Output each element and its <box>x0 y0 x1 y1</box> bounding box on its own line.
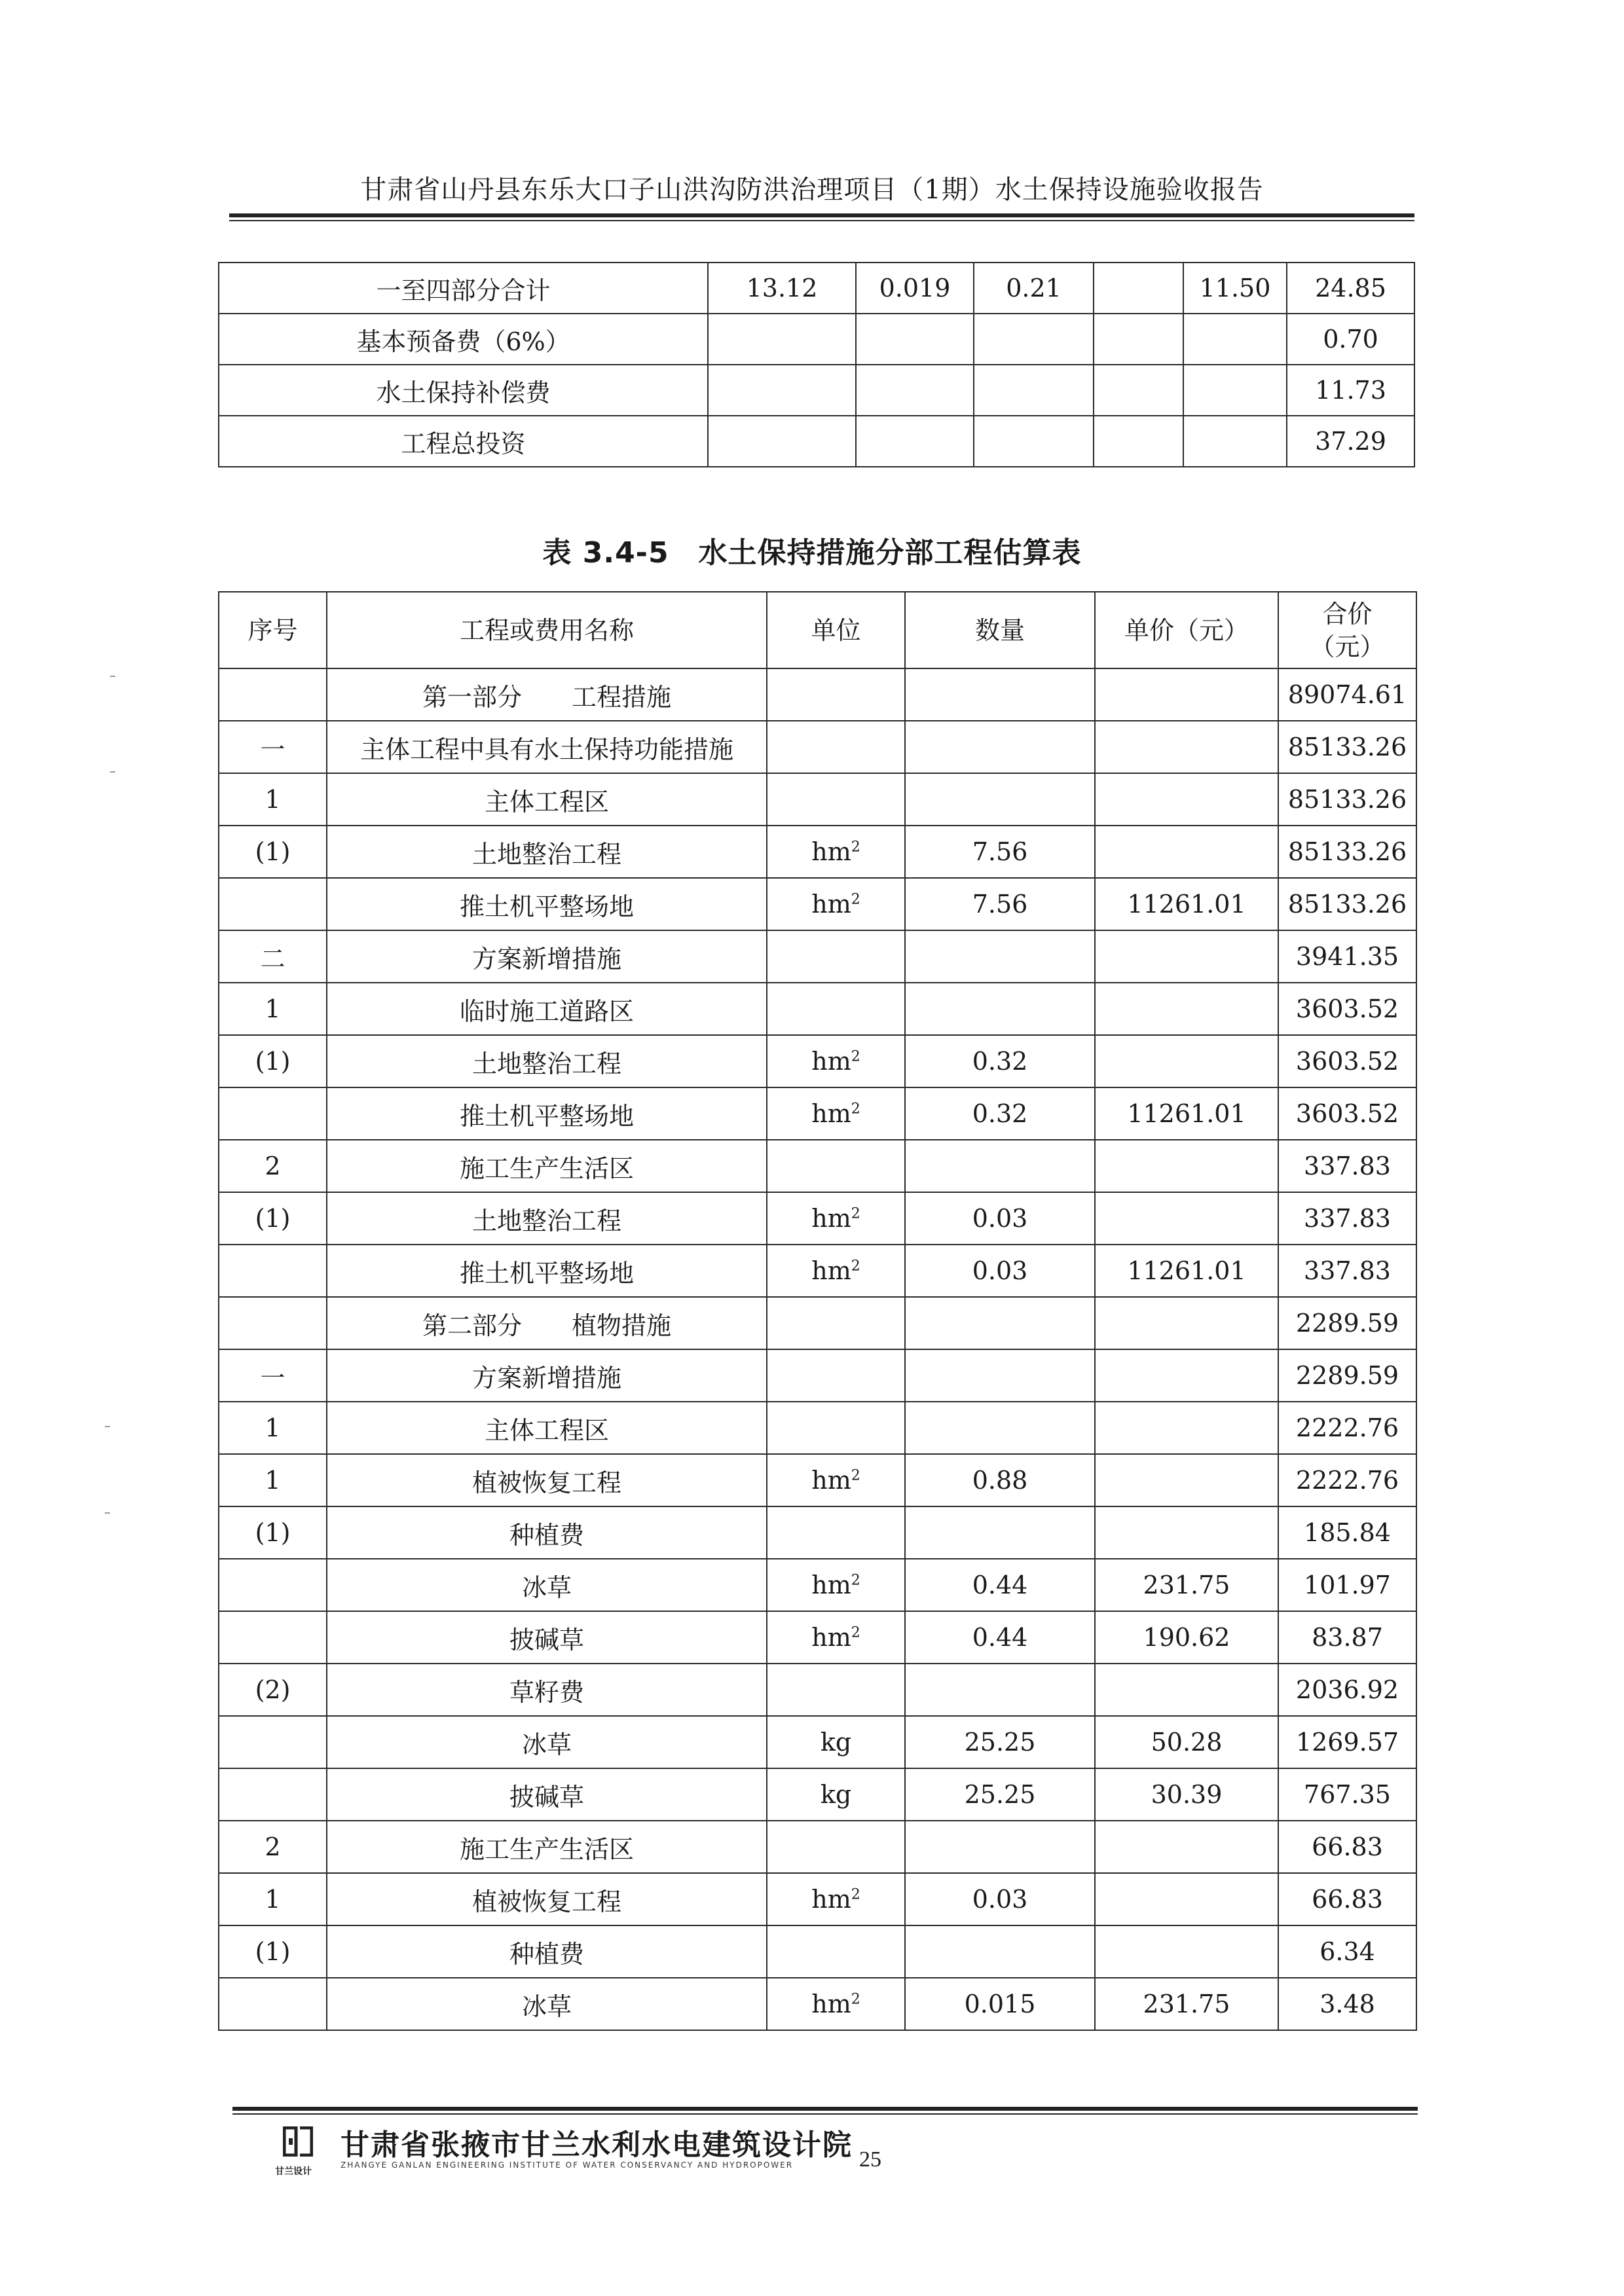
footer-rule-thin <box>232 2113 1418 2115</box>
cell-name: 土地整治工程 <box>327 1192 767 1245</box>
scan-mark <box>110 676 115 677</box>
unit-text: hm <box>811 1623 851 1652</box>
summary-cell-c3 <box>974 365 1094 416</box>
cell-seq <box>219 878 327 930</box>
summary-row <box>219 263 1414 314</box>
cell-seq: (1) <box>219 1192 327 1245</box>
unit-text: hm <box>811 837 851 866</box>
cell-seq: (1) <box>219 1925 327 1978</box>
cell-total: 85133.26 <box>1278 826 1416 878</box>
table-row <box>219 1611 1416 1664</box>
summary-cell-c2 <box>856 365 974 416</box>
summary-row <box>219 416 1414 467</box>
cell-seq: 一 <box>219 1349 327 1402</box>
unit-superscript: 2 <box>851 1467 860 1484</box>
cell-seq <box>219 1245 327 1297</box>
cell-total: 2036.92 <box>1278 1664 1416 1716</box>
unit-text: hm <box>811 1047 851 1076</box>
cell-total: 89074.61 <box>1278 668 1416 721</box>
cell-seq: 1 <box>219 1454 327 1506</box>
summary-cell-c4 <box>1094 365 1183 416</box>
cell-unit <box>767 1664 905 1716</box>
cell-qty: 7.56 <box>905 878 1095 930</box>
cell-qty: 0.03 <box>905 1245 1095 1297</box>
cell-price <box>1095 1297 1278 1349</box>
cell-price: 11261.01 <box>1095 1087 1278 1140</box>
cell-total: 3603.52 <box>1278 1087 1416 1140</box>
estimate-table <box>218 591 1417 2031</box>
cell-price: 11261.01 <box>1095 878 1278 930</box>
cell-price: 231.75 <box>1095 1559 1278 1611</box>
table-row <box>219 1821 1416 1873</box>
header-price: 单价（元） <box>1095 592 1278 668</box>
cell-price <box>1095 1192 1278 1245</box>
summary-cell-c5: 11.50 <box>1183 263 1287 314</box>
unit-text: hm <box>811 1256 851 1285</box>
cell-name: 推土机平整场地 <box>327 1245 767 1297</box>
cell-price <box>1095 1821 1278 1873</box>
cell-price <box>1095 1925 1278 1978</box>
header-total-line1: 合价 <box>1322 599 1373 629</box>
unit-text: hm <box>811 890 851 919</box>
unit-text: hm <box>811 1204 851 1233</box>
table-row <box>219 983 1416 1035</box>
table-row <box>219 1402 1416 1454</box>
table-row <box>219 1506 1416 1559</box>
cell-name: 第一部分 工程措施 <box>327 668 767 721</box>
cell-seq: 2 <box>219 1140 327 1192</box>
cell-qty <box>905 1821 1095 1873</box>
cell-unit <box>767 1087 905 1140</box>
cell-total: 2289.59 <box>1278 1349 1416 1402</box>
cell-seq: 1 <box>219 1402 327 1454</box>
summary-cell-c2 <box>856 416 974 467</box>
header-qty: 数量 <box>905 592 1095 668</box>
cell-name: 临时施工道路区 <box>327 983 767 1035</box>
cell-total: 83.87 <box>1278 1611 1416 1664</box>
cell-price <box>1095 1454 1278 1506</box>
cell-total: 337.83 <box>1278 1245 1416 1297</box>
cell-price <box>1095 1140 1278 1192</box>
summary-cell-c4 <box>1094 314 1183 365</box>
cell-unit <box>767 1454 905 1506</box>
cell-name: 方案新增措施 <box>327 930 767 983</box>
header-total-line2: （元） <box>1310 632 1385 661</box>
cell-unit <box>767 1611 905 1664</box>
cell-total: 3603.52 <box>1278 1035 1416 1087</box>
header-name: 工程或费用名称 <box>327 592 767 668</box>
summary-cell-c6: 0.70 <box>1287 314 1414 365</box>
table-row <box>219 1925 1416 1978</box>
cell-qty <box>905 668 1095 721</box>
cell-seq <box>219 1768 327 1821</box>
cell-unit <box>767 1402 905 1454</box>
scan-mark <box>105 1512 110 1514</box>
cell-qty: 25.25 <box>905 1768 1095 1821</box>
cell-price <box>1095 1349 1278 1402</box>
unit-superscript: 2 <box>851 1205 860 1222</box>
cell-total: 2222.76 <box>1278 1402 1416 1454</box>
table-row <box>219 1192 1416 1245</box>
cell-seq: 2 <box>219 1821 327 1873</box>
cell-qty <box>905 1140 1095 1192</box>
header-total <box>1278 592 1416 668</box>
cell-qty: 0.015 <box>905 1978 1095 2030</box>
cell-name: 方案新增措施 <box>327 1349 767 1402</box>
unit-superscript: 2 <box>851 891 860 908</box>
cell-unit <box>767 1506 905 1559</box>
header-seq: 序号 <box>219 592 327 668</box>
cell-seq: 1 <box>219 773 327 826</box>
cell-price <box>1095 773 1278 826</box>
cell-unit <box>767 1873 905 1925</box>
table-row <box>219 1140 1416 1192</box>
cell-total: 1269.57 <box>1278 1716 1416 1768</box>
summary-cell-c1 <box>708 416 856 467</box>
table-row <box>219 1873 1416 1925</box>
cell-qty: 7.56 <box>905 826 1095 878</box>
cell-qty <box>905 930 1095 983</box>
cell-total: 2222.76 <box>1278 1454 1416 1506</box>
cell-unit <box>767 1349 905 1402</box>
cell-name: 主体工程中具有水土保持功能措施 <box>327 721 767 773</box>
table-row <box>219 1087 1416 1140</box>
cell-name: 施工生产生活区 <box>327 1140 767 1192</box>
cell-total: 66.83 <box>1278 1821 1416 1873</box>
cell-price <box>1095 1506 1278 1559</box>
summary-cell-c1 <box>708 365 856 416</box>
cell-seq: 1 <box>219 983 327 1035</box>
unit-superscript: 2 <box>851 839 860 856</box>
summary-cell-c6: 24.85 <box>1287 263 1414 314</box>
institute-logo-icon <box>283 2126 313 2157</box>
summary-cell-c4 <box>1094 263 1183 314</box>
cell-unit <box>767 1140 905 1192</box>
cell-qty: 0.44 <box>905 1559 1095 1611</box>
cell-name: 施工生产生活区 <box>327 1821 767 1873</box>
cell-name: 推土机平整场地 <box>327 878 767 930</box>
unit-text: kg <box>820 1780 852 1809</box>
header-unit: 单位 <box>767 592 905 668</box>
cell-seq <box>219 1559 327 1611</box>
cell-unit <box>767 878 905 930</box>
summary-table <box>218 262 1415 467</box>
cell-name: 冰草 <box>327 1978 767 2030</box>
summary-cell-name: 一至四部分合计 <box>219 263 708 314</box>
unit-superscript: 2 <box>851 1624 860 1641</box>
cell-name: 披碱草 <box>327 1768 767 1821</box>
cell-unit <box>767 721 905 773</box>
cell-unit <box>767 1297 905 1349</box>
cell-name: 冰草 <box>327 1716 767 1768</box>
cell-price <box>1095 668 1278 721</box>
cell-seq: 二 <box>219 930 327 983</box>
cell-seq <box>219 1978 327 2030</box>
cell-seq: 一 <box>219 721 327 773</box>
cell-qty: 0.44 <box>905 1611 1095 1664</box>
cell-unit <box>767 1768 905 1821</box>
table-row <box>219 1559 1416 1611</box>
table-row <box>219 721 1416 773</box>
cell-price <box>1095 1873 1278 1925</box>
cell-unit <box>767 930 905 983</box>
summary-cell-c1 <box>708 314 856 365</box>
cell-price: 231.75 <box>1095 1978 1278 2030</box>
unit-text: kg <box>820 1728 852 1757</box>
cell-qty: 0.88 <box>905 1454 1095 1506</box>
cell-total: 6.34 <box>1278 1925 1416 1978</box>
cell-name: 披碱草 <box>327 1611 767 1664</box>
page-header-title: 甘肃省山丹县东乐大口子山洪沟防洪治理项目（1期）水土保持设施验收报告 <box>360 175 1264 205</box>
table-row <box>219 930 1416 983</box>
cell-name: 植被恢复工程 <box>327 1873 767 1925</box>
cell-name: 冰草 <box>327 1559 767 1611</box>
cell-total: 66.83 <box>1278 1873 1416 1925</box>
cell-qty <box>905 773 1095 826</box>
cell-price <box>1095 1664 1278 1716</box>
cell-unit <box>767 826 905 878</box>
cell-qty <box>905 1925 1095 1978</box>
table-row <box>219 826 1416 878</box>
cell-qty: 0.32 <box>905 1035 1095 1087</box>
summary-cell-name: 工程总投资 <box>219 416 708 467</box>
table-row <box>219 1245 1416 1297</box>
cell-seq <box>219 1611 327 1664</box>
cell-seq: (2) <box>219 1664 327 1716</box>
cell-total: 85133.26 <box>1278 878 1416 930</box>
organization-name-en: ZHANGYE GANLAN ENGINEERING INSTITUTE OF WATER CONSERVANCY AND HYDROPOWER <box>341 2160 794 2170</box>
cell-name: 草籽费 <box>327 1664 767 1716</box>
summary-cell-c5 <box>1183 365 1287 416</box>
scan-mark <box>105 1426 110 1427</box>
summary-cell-name: 基本预备费（6%） <box>219 314 708 365</box>
cell-price: 50.28 <box>1095 1716 1278 1768</box>
table-row <box>219 1454 1416 1506</box>
summary-cell-c3: 0.21 <box>974 263 1094 314</box>
cell-qty: 0.03 <box>905 1873 1095 1925</box>
cell-price: 30.39 <box>1095 1768 1278 1821</box>
cell-unit <box>767 1245 905 1297</box>
cell-name: 主体工程区 <box>327 1402 767 1454</box>
header-rule-thick <box>229 213 1414 217</box>
unit-superscript: 2 <box>851 1572 860 1589</box>
summary-cell-c3 <box>974 314 1094 365</box>
cell-price <box>1095 1402 1278 1454</box>
cell-unit <box>767 1925 905 1978</box>
cell-total: 101.97 <box>1278 1559 1416 1611</box>
footer-rule-thick <box>232 2107 1418 2111</box>
cell-seq <box>219 668 327 721</box>
cell-unit <box>767 1978 905 2030</box>
cell-total: 3603.52 <box>1278 983 1416 1035</box>
cell-unit <box>767 1035 905 1087</box>
summary-cell-c6: 37.29 <box>1287 416 1414 467</box>
summary-cell-c6: 11.73 <box>1287 365 1414 416</box>
header-rule-thin <box>229 220 1414 221</box>
cell-name: 种植费 <box>327 1506 767 1559</box>
summary-cell-c5 <box>1183 314 1287 365</box>
unit-text: hm <box>811 1885 851 1914</box>
cell-total: 2289.59 <box>1278 1297 1416 1349</box>
cell-qty: 0.32 <box>905 1087 1095 1140</box>
cell-seq: (1) <box>219 826 327 878</box>
cell-name: 主体工程区 <box>327 773 767 826</box>
cell-unit <box>767 668 905 721</box>
cell-total: 3.48 <box>1278 1978 1416 2030</box>
unit-superscript: 2 <box>851 1048 860 1065</box>
unit-text: hm <box>811 1466 851 1495</box>
cell-qty: 0.03 <box>905 1192 1095 1245</box>
cell-total: 337.83 <box>1278 1140 1416 1192</box>
cell-qty: 25.25 <box>905 1716 1095 1768</box>
table-row <box>219 1716 1416 1768</box>
table-row <box>219 1664 1416 1716</box>
unit-superscript: 2 <box>851 1886 860 1903</box>
table-row <box>219 668 1416 721</box>
cell-qty <box>905 983 1095 1035</box>
summary-cell-c3 <box>974 416 1094 467</box>
cell-price: 190.62 <box>1095 1611 1278 1664</box>
cell-seq <box>219 1087 327 1140</box>
table-row <box>219 1297 1416 1349</box>
cell-total: 85133.26 <box>1278 721 1416 773</box>
table-row <box>219 1349 1416 1402</box>
unit-text: hm <box>811 1099 851 1128</box>
organization-name: 甘肃省张掖市甘兰水利水电建筑设计院 <box>341 2128 853 2162</box>
cell-qty <box>905 1664 1095 1716</box>
cell-total: 85133.26 <box>1278 773 1416 826</box>
cell-total: 185.84 <box>1278 1506 1416 1559</box>
cell-qty <box>905 1297 1095 1349</box>
summary-row <box>219 365 1414 416</box>
cell-unit <box>767 1716 905 1768</box>
summary-cell-c2: 0.019 <box>856 263 974 314</box>
cell-name: 土地整治工程 <box>327 826 767 878</box>
unit-text: hm <box>811 1571 851 1599</box>
cell-price <box>1095 721 1278 773</box>
cell-name: 第二部分 植物措施 <box>327 1297 767 1349</box>
cell-unit <box>767 983 905 1035</box>
cell-seq: 1 <box>219 1873 327 1925</box>
cell-name: 植被恢复工程 <box>327 1454 767 1506</box>
cell-total: 767.35 <box>1278 1768 1416 1821</box>
cell-seq <box>219 1297 327 1349</box>
unit-superscript: 2 <box>851 1101 860 1118</box>
table-header-row <box>219 592 1416 668</box>
cell-qty <box>905 1506 1095 1559</box>
summary-cell-c1: 13.12 <box>708 263 856 314</box>
summary-cell-c2 <box>856 314 974 365</box>
logo-label: 甘兰设计 <box>275 2166 312 2177</box>
cell-name: 种植费 <box>327 1925 767 1978</box>
cell-qty <box>905 1402 1095 1454</box>
cell-name: 推土机平整场地 <box>327 1087 767 1140</box>
summary-cell-c4 <box>1094 416 1183 467</box>
cell-qty <box>905 1349 1095 1402</box>
summary-row <box>219 314 1414 365</box>
summary-cell-name: 水土保持补偿费 <box>219 365 708 416</box>
table-row <box>219 773 1416 826</box>
cell-seq <box>219 1716 327 1768</box>
page-number: 25 <box>859 2147 881 2172</box>
table-row <box>219 1978 1416 2030</box>
summary-cell-c5 <box>1183 416 1287 467</box>
cell-unit <box>767 773 905 826</box>
unit-superscript: 2 <box>851 1258 860 1275</box>
cell-unit <box>767 1192 905 1245</box>
cell-total: 3941.35 <box>1278 930 1416 983</box>
table-row <box>219 878 1416 930</box>
cell-price: 11261.01 <box>1095 1245 1278 1297</box>
cell-unit <box>767 1821 905 1873</box>
unit-text: hm <box>811 1990 851 2018</box>
table-caption: 表 3.4-5 水土保持措施分部工程估算表 <box>542 536 1082 570</box>
cell-seq: (1) <box>219 1506 327 1559</box>
cell-unit <box>767 1559 905 1611</box>
table-row <box>219 1035 1416 1087</box>
cell-name: 土地整治工程 <box>327 1035 767 1087</box>
cell-price <box>1095 983 1278 1035</box>
unit-superscript: 2 <box>851 1991 860 2008</box>
scan-mark <box>110 771 115 773</box>
cell-price <box>1095 826 1278 878</box>
cell-qty <box>905 721 1095 773</box>
cell-price <box>1095 1035 1278 1087</box>
cell-seq: (1) <box>219 1035 327 1087</box>
table-row <box>219 1768 1416 1821</box>
cell-total: 337.83 <box>1278 1192 1416 1245</box>
cell-price <box>1095 930 1278 983</box>
